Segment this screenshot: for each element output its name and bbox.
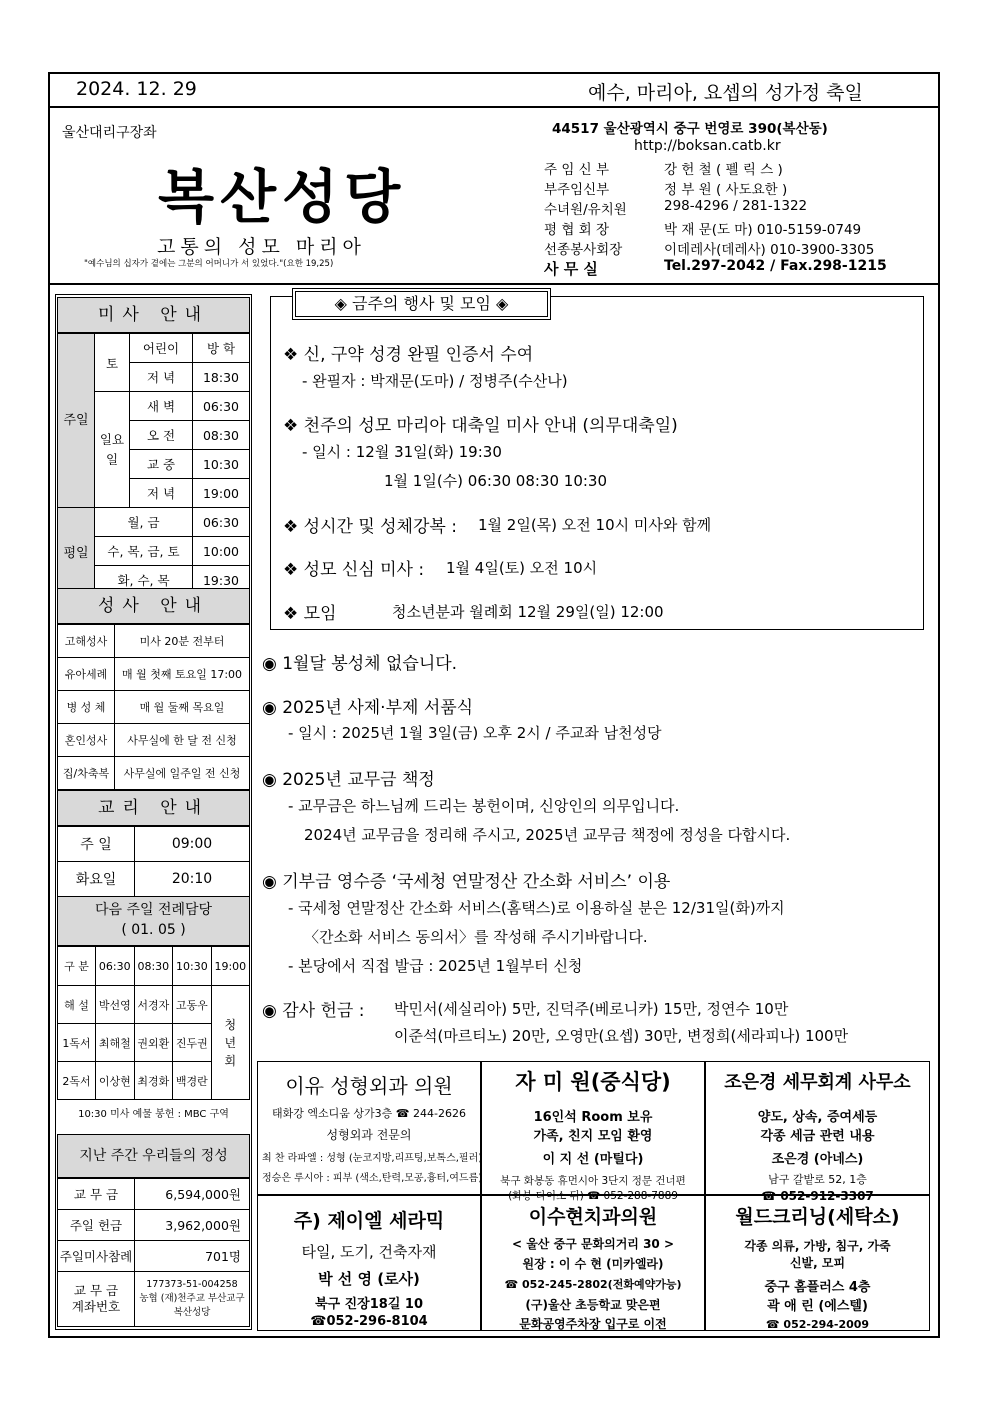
sacrament-name: 병 성 체 xyxy=(58,691,115,724)
ad-title: 주) 제이엘 세라믹 xyxy=(293,1210,445,1232)
contact-value: 이데레사(데레사) 010-3900-3305 xyxy=(664,242,875,258)
liturgy-side-char: 회 xyxy=(224,1053,237,1068)
patron-title: 고통의 성모 마리아 xyxy=(157,236,366,258)
liturgy-title-box xyxy=(57,896,250,946)
event-detail: 1월 4일(토) 오전 10시 xyxy=(446,559,598,577)
liturgy-date: ( 01. 05 ) xyxy=(121,922,186,938)
liturgy-cell: 최경화 xyxy=(134,1062,173,1100)
sacrament-info-title: 성사 안내 xyxy=(57,588,250,624)
catechism-time: 09:00 xyxy=(135,827,250,862)
ad-line: < 울산 중구 문화의거리 30 > xyxy=(511,1237,675,1251)
liturgy-cell: 백경란 xyxy=(173,1062,212,1100)
ad-line: 정승은 루시아 : 피부 (색소,탄력,모공,흉터,여드름) xyxy=(262,1173,483,1184)
ad-line: 각종 세금 관련 내용 xyxy=(760,1129,875,1144)
ad-line: 조은경 (아네스) xyxy=(771,1152,864,1167)
ad-line: 태화강 엑소디움 상가3층 ☎ 244-2626 xyxy=(272,1107,466,1120)
mass-slot: 어린이 xyxy=(130,334,193,363)
liturgy-side-char: 청 xyxy=(224,1017,237,1032)
mass-time: 방 학 xyxy=(193,334,250,363)
ad-line: ☎ 052-245-2802(전화예약가능) xyxy=(504,1278,682,1291)
liturgy-table xyxy=(57,946,250,1100)
liturgy-cell: 고동우 xyxy=(173,986,212,1024)
account-label xyxy=(58,1272,135,1327)
liturgy-title: 다음 주일 전례담당 xyxy=(94,902,213,918)
event-heading: ❖ 모임 xyxy=(283,604,337,624)
liturgy-side-note xyxy=(211,986,249,1100)
account-line: 복산성당 xyxy=(173,1307,211,1318)
mass-slot: 월, 금 xyxy=(95,508,193,537)
offering-value: 3,962,000원 xyxy=(135,1210,250,1241)
contact-value: 강 헌 철 ( 펠 릭 스 ) xyxy=(664,162,783,178)
sacrament-name: 혼인성사 xyxy=(58,724,115,757)
catechism-day: 화요일 xyxy=(58,862,135,897)
liturgy-cell: 박선영 xyxy=(96,986,135,1024)
sunday-label: 주일 xyxy=(58,334,95,508)
offering-label: 주일미사참례 xyxy=(58,1241,135,1272)
ad-box xyxy=(705,1061,930,1203)
event-heading: ❖ 성모 신심 미사 : xyxy=(283,560,425,580)
mass-slot: 교 중 xyxy=(130,450,193,479)
ad-line: (구)울산 초등학교 맞은편 xyxy=(525,1298,661,1312)
sacrament-detail: 미사 20분 전부터 xyxy=(115,625,250,658)
liturgy-header: 구 분 xyxy=(58,947,96,986)
events-title-frame xyxy=(292,288,551,320)
mass-time: 08:30 xyxy=(193,421,250,450)
liturgy-cell: 진두권 xyxy=(173,1024,212,1062)
ad-line: 문화공영주차장 입구로 이전 xyxy=(519,1317,667,1331)
event-heading: ❖ 성시간 및 성체강복 : xyxy=(283,517,457,537)
notice-detail: - 본당에서 직접 발급 : 2025년 1월부터 신청 xyxy=(288,957,583,975)
notice-detail: 〈간소화 서비스 동의서〉를 작성해 주시기바랍니다. xyxy=(304,928,648,946)
contact-role: 부주임신부 xyxy=(544,182,610,198)
event-detail: 1월 2일(목) 오전 10시 미사와 함께 xyxy=(478,516,712,534)
liturgy-cell: 권외환 xyxy=(134,1024,173,1062)
notice-heading: ◉ 기부금 영수증 ‘국세청 연말정산 간소화 서비스’ 이용 xyxy=(262,872,671,892)
contact-role: 수녀원/유치원 xyxy=(544,202,627,218)
notice-heading: ◉ 1월달 봉성체 없습니다. xyxy=(262,654,458,674)
church-address: 44517 울산광역시 중구 번영로 390(복산동) xyxy=(552,121,828,137)
event-detail: 1월 1일(수) 06:30 08:30 10:30 xyxy=(384,472,608,490)
sunday-day-label: 일요일 xyxy=(95,392,130,508)
sacrament-name: 고해성사 xyxy=(58,625,115,658)
contact-value: 박 재 문(도 마) 010-5159-0749 xyxy=(664,222,862,238)
contact-value: 298-4296 / 281-1322 xyxy=(664,198,808,214)
notice-detail: 2024년 교무금을 정리해 주시고, 2025년 교무금 책정에 정성을 다합시다. xyxy=(304,826,791,844)
church-name: 복산성당 xyxy=(158,163,407,231)
ad-line: 타일, 도기, 건축자재 xyxy=(301,1243,437,1261)
catechism-day: 주 일 xyxy=(58,827,135,862)
offering-value: 6,594,000원 xyxy=(135,1179,250,1210)
mass-time: 06:30 xyxy=(193,508,250,537)
ad-line: 북구 진장18길 10 xyxy=(314,1297,424,1312)
event-detail: - 일시 : 12월 31일(화) 19:30 xyxy=(302,443,502,461)
ad-line: ☎052-296-8104 xyxy=(310,1314,428,1329)
ad-title: 조은경 세무회계 사무소 xyxy=(724,1072,911,1093)
patron-quote: "예수님의 십자가 곁에는 그분의 어머니가 서 있었다."(요한 19,25) xyxy=(84,259,334,269)
offering-value: 701명 xyxy=(135,1241,250,1272)
ad-box xyxy=(257,1061,481,1195)
ad-line: 각종 의류, 가방, 침구, 가죽 xyxy=(744,1239,891,1253)
mass-slot: 저 녁 xyxy=(130,479,193,508)
mass-info-title: 미사 안내 xyxy=(57,297,250,333)
feast-title: 예수, 마리아, 요셉의 성가정 축일 xyxy=(588,82,863,104)
ad-line: 신발, 모피 xyxy=(789,1256,846,1270)
bulletin-date: 2024. 12. 29 xyxy=(76,78,197,100)
contact-value: 정 부 원 ( 사도요한 ) xyxy=(664,182,788,198)
notice-heading: ◉ 2025년 교무금 책정 xyxy=(262,770,435,790)
mass-time: 19:00 xyxy=(193,479,250,508)
ad-title: 이수현치과의원 xyxy=(528,1206,658,1228)
ad-line: 중구 홈플러스 4층 xyxy=(764,1280,871,1295)
ad-line: 양도, 상속, 증여세등 xyxy=(757,1110,878,1125)
mass-time: 10:00 xyxy=(193,537,250,566)
ad-title: 이유 성형외과 의원 xyxy=(285,1074,453,1098)
sacrament-name: 집/차축복 xyxy=(58,757,115,790)
mass-table xyxy=(57,333,250,595)
ad-title: 월드크리닝(세탁소) xyxy=(735,1206,900,1228)
ad-line: 원장 : 이 수 현 (미카엘라) xyxy=(522,1257,664,1271)
account-line: 농협 (재)천주교 부산교구 xyxy=(139,1293,245,1304)
contact-role: 선종봉사회장 xyxy=(544,242,623,258)
catechism-table xyxy=(57,826,250,897)
liturgy-cell: 서경자 xyxy=(134,986,173,1024)
contact-value: Tel.297-2042 / Fax.298-1215 xyxy=(664,258,887,274)
account-label-line: 계좌번호 xyxy=(71,1299,121,1314)
event-heading: ❖ 천주의 성모 마리아 대축일 미사 안내 (의무대축일) xyxy=(283,416,678,436)
notice-heading: ◉ 2025년 사제·부제 서품식 xyxy=(262,698,474,718)
notice-detail: 이준석(마르티노) 20만, 오영만(요셉) 30만, 변정희(세라피나) 100만 xyxy=(394,1027,849,1045)
notice-detail: 박민서(세실리아) 5만, 진덕주(베로니카) 15만, 정연수 10만 xyxy=(394,1000,789,1018)
contact-role: 평 협 회 장 xyxy=(544,222,610,238)
catechism-info-title: 교리 안내 xyxy=(57,790,250,826)
account-label-line: 교 무 금 xyxy=(73,1283,119,1298)
ad-box xyxy=(481,1195,705,1331)
mass-time: 10:30 xyxy=(193,450,250,479)
diocese-office: 울산대리구장좌 xyxy=(62,125,157,141)
offering-label: 주일 헌금 xyxy=(58,1210,135,1241)
liturgy-cell: 1독서 xyxy=(58,1024,96,1062)
ad-line: ☎ 052-294-2009 xyxy=(765,1318,870,1331)
mass-slot: 저 녁 xyxy=(130,363,193,392)
liturgy-cell: 해 설 xyxy=(58,986,96,1024)
ad-line: ☎ 052-912-3307 xyxy=(761,1189,874,1203)
ad-line: 16인석 Room 보유 xyxy=(533,1110,653,1125)
ad-box xyxy=(481,1061,705,1202)
sacrament-detail: 사무실에 일주일 전 신청 xyxy=(115,757,250,790)
contact-role: 사 무 실 xyxy=(544,260,598,278)
liturgy-cell: 2독서 xyxy=(58,1062,96,1100)
liturgy-header: 08:30 xyxy=(134,947,173,986)
event-detail: 청소년분과 월례회 12월 29일(일) 12:00 xyxy=(392,603,664,621)
event-detail: - 완필자 : 박재문(도마) / 정병주(수산나) xyxy=(302,372,568,390)
account-line: 177373-51-004258 xyxy=(146,1279,238,1290)
weekday-label: 평일 xyxy=(58,508,95,595)
ad-line: (화봉 다이소 뒤) ☎ 052-288-7889 xyxy=(508,1190,678,1202)
ad-line: 최 찬 라파엘 : 성형 (눈코지방,리프팅,보톡스,필러) xyxy=(262,1153,483,1164)
church-url[interactable]: http://boksan.catb.kr xyxy=(634,138,781,154)
sacrament-detail: 매 월 첫째 토요일 17:00 xyxy=(115,658,250,691)
ad-line: 가족, 친지 모임 환영 xyxy=(533,1129,653,1144)
notice-detail: - 교무금은 하느님께 드리는 봉헌이며, 신앙인의 의무입니다. xyxy=(288,797,680,815)
catechism-time: 20:10 xyxy=(135,862,250,897)
ad-line: 성형외과 전문의 xyxy=(326,1128,412,1142)
ad-box xyxy=(257,1195,481,1331)
notice-detail: - 국세청 연말정산 간소화 서비스(홈택스)로 이용하실 분은 12/31일(화)까지 xyxy=(288,899,785,917)
ad-line: 남구 갈밭로 52, 1층 xyxy=(768,1173,867,1186)
mass-slot: 오 전 xyxy=(130,421,193,450)
ad-title: 자 미 원(중식당) xyxy=(515,1070,671,1094)
divider xyxy=(48,106,940,108)
liturgy-header: 10:30 xyxy=(173,947,212,986)
liturgy-header: 06:30 xyxy=(96,947,135,986)
account-detail xyxy=(135,1272,250,1327)
ad-line: 박 선 영 (로사) xyxy=(318,1270,420,1288)
offering-table xyxy=(57,1178,250,1327)
offering-title: 지난 주간 우리들의 정성 xyxy=(57,1134,250,1178)
sacrament-table xyxy=(57,624,250,790)
saturday-label: 토 xyxy=(95,334,130,392)
mass-slot: 새 벽 xyxy=(130,392,193,421)
events-title: ◈ 금주의 행사 및 모임 ◈ xyxy=(295,291,548,317)
notice-detail: - 일시 : 2025년 1월 3일(금) 오후 2시 / 주교좌 남천성당 xyxy=(288,724,662,742)
liturgy-side-char: 년 xyxy=(224,1035,237,1050)
sacrament-detail: 사무실에 한 달 전 신청 xyxy=(115,724,250,757)
notice-heading: ◉ 감사 헌금 : xyxy=(262,1001,365,1021)
liturgy-cell: 이상현 xyxy=(96,1062,135,1100)
liturgy-footer: 10:30 미사 예물 봉헌 : MBC 구역 xyxy=(78,1109,229,1120)
mass-time: 06:30 xyxy=(193,392,250,421)
offering-label: 교 무 금 xyxy=(58,1179,135,1210)
mass-time: 18:30 xyxy=(193,363,250,392)
divider xyxy=(48,283,940,285)
sacrament-name: 유아세례 xyxy=(58,658,115,691)
ad-line: 이 지 선 (마틸다) xyxy=(542,1152,644,1167)
mass-time: 19:30 xyxy=(193,566,250,595)
liturgy-cell: 최해철 xyxy=(96,1024,135,1062)
ad-line: 북구 화봉동 휴먼시아 3단지 정문 건너편 xyxy=(500,1175,686,1187)
ad-box xyxy=(705,1195,930,1331)
ad-line: 곽 애 린 (에스텔) xyxy=(767,1299,868,1314)
liturgy-header: 19:00 xyxy=(211,947,249,986)
contact-role: 주 임 신 부 xyxy=(544,162,610,178)
mass-slot: 수, 목, 금, 토 xyxy=(95,537,193,566)
sacrament-detail: 매 월 둘째 목요일 xyxy=(115,691,250,724)
event-heading: ❖ 신, 구약 성경 완필 인증서 수여 xyxy=(283,345,534,365)
mass-slot: 화, 수, 목 xyxy=(95,566,193,595)
